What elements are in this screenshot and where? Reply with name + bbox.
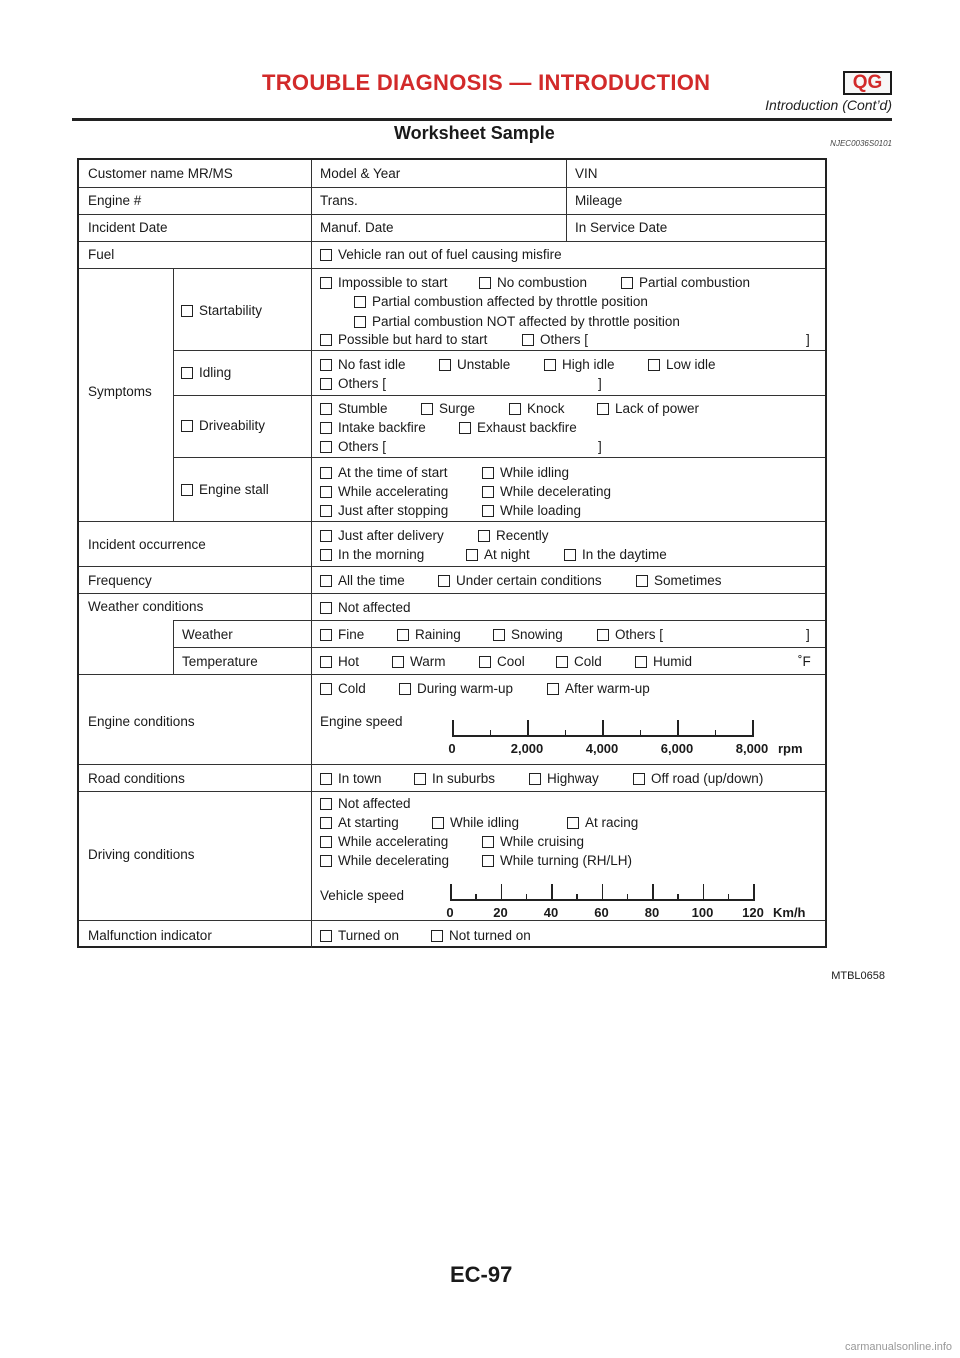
row-divider [79,674,825,675]
driving-while-decelerating-checkbox[interactable]: While decelerating [320,853,449,869]
engine-speed-major-tick [452,720,454,736]
engine-speed-label: Engine speed [320,714,403,729]
partial-combustion-throttle-checkbox[interactable]: Partial combustion affected by throttle position [354,294,648,310]
manuf-date-label: Manuf. Date [320,220,394,235]
vin-label: VIN [575,166,598,181]
engine-speed-tick-label: 2,000 [510,741,544,756]
vehicle-speed-minor-tick [677,894,679,900]
customer-name-label: Customer name MR/MS [88,166,233,181]
checkbox-icon[interactable] [556,656,568,668]
checkbox-icon[interactable] [320,773,332,785]
checkbox-icon[interactable] [320,467,332,479]
header-title: TROUBLE DIAGNOSIS — INTRODUCTION [262,70,711,95]
fuel-label: Fuel [88,247,115,262]
in-the-morning-checkbox[interactable]: In the morning [320,547,424,563]
engine-speed-minor-tick [640,730,642,736]
vehicle-speed-major-tick [652,884,654,900]
checkbox-icon[interactable] [320,602,332,614]
in-town-checkbox[interactable]: In town [320,771,382,787]
surge-checkbox[interactable]: Surge [421,401,475,417]
checkbox-icon[interactable] [320,486,332,498]
in-service-date-label: In Service Date [575,220,668,235]
checkbox-icon[interactable] [544,359,556,371]
possible-but-hard-checkbox[interactable]: Possible but hard to start [320,332,487,348]
checkbox-icon[interactable] [621,277,633,289]
at-racing-checkbox[interactable]: At racing [567,815,638,831]
row-divider [79,521,825,522]
partial-combustion-not-throttle-checkbox[interactable]: Partial combustion NOT affected by throttle position [354,314,680,330]
checkbox-icon[interactable] [431,930,443,942]
driving-conditions-label: Driving conditions [88,847,195,862]
idling-checkbox[interactable]: Idling [181,365,231,381]
knock-checkbox[interactable]: Knock [509,401,565,417]
engine-speed-tick-label: 8,000 [735,741,769,756]
row-divider [173,647,825,648]
row-divider [173,457,825,458]
checkbox-icon[interactable] [432,817,444,829]
vehicle-speed-major-tick [753,884,755,900]
engine-speed-major-tick [677,720,679,736]
checkbox-icon[interactable] [320,549,332,561]
column-divider [566,160,567,241]
checkbox-icon[interactable] [478,530,490,542]
checkbox-icon[interactable] [459,422,471,434]
checkbox-icon[interactable] [421,403,433,415]
symptoms-label: Symptoms [88,384,152,399]
all-the-time-checkbox[interactable]: All the time [320,573,405,589]
engine-number-label: Engine # [88,193,142,208]
checkbox-icon[interactable] [414,773,426,785]
checkbox-icon[interactable] [482,486,494,498]
just-after-delivery-checkbox[interactable]: Just after delivery [320,528,444,544]
just-after-stopping-checkbox[interactable]: Just after stopping [320,503,448,519]
engine-speed-scale-unit: rpm [778,741,803,756]
checkbox-icon[interactable] [479,656,491,668]
stall-while-decelerating-checkbox[interactable]: While decelerating [482,484,611,500]
while-cruising-checkbox[interactable]: While cruising [482,834,584,850]
hot-checkbox[interactable]: Hot [320,654,359,670]
checkbox-icon[interactable] [597,403,609,415]
row-divider [79,920,825,921]
page-number: EC-97 [450,1262,513,1287]
checkbox-icon[interactable] [466,549,478,561]
worksheet-ref-code: NJEC0036S0101 [830,139,892,148]
row-divider [173,395,825,396]
while-turning-checkbox[interactable]: While turning (RH/LH) [482,853,632,869]
stall-while-accelerating-checkbox[interactable]: While accelerating [320,484,448,500]
checkbox-icon[interactable] [479,277,491,289]
temperature-label: Temperature [182,654,258,669]
checkbox-icon[interactable] [320,683,332,695]
row-divider [79,268,825,269]
vehicle-speed-minor-tick [627,894,629,900]
engine-speed-major-tick [527,720,529,736]
row-divider [79,566,825,567]
temperature-cold-checkbox[interactable]: Cold [556,654,602,670]
in-suburbs-checkbox[interactable]: In suburbs [414,771,495,787]
incident-date-label: Incident Date [88,220,168,235]
engine-speed-tick-label: 0 [448,741,456,756]
road-conditions-label: Road conditions [88,771,185,786]
vehicle-speed-tick-label: 20 [493,905,508,920]
vehicle-speed-minor-tick [576,894,578,900]
mileage-label: Mileage [575,193,623,208]
stumble-checkbox[interactable]: Stumble [320,401,388,417]
highway-checkbox[interactable]: Highway [529,771,599,787]
while-loading-checkbox[interactable]: While loading [482,503,581,519]
checkbox-icon[interactable] [320,359,332,371]
checkbox-icon[interactable] [564,549,576,561]
checkbox-icon[interactable] [482,836,494,848]
checkbox-icon[interactable] [635,656,647,668]
checkbox-icon[interactable] [181,305,193,317]
sometimes-checkbox[interactable]: Sometimes [636,573,722,589]
header-subtitle: Introduction (Cont’d) [765,97,892,113]
weather-label: Weather [182,627,233,642]
row-divider [79,214,825,215]
checkbox-icon[interactable] [493,629,505,641]
engine-speed-minor-tick [565,730,567,736]
vehicle-speed-tick-label: 80 [644,905,660,920]
no-fast-idle-checkbox[interactable]: No fast idle [320,357,406,373]
idling-others-close: ] [598,376,602,391]
under-certain-conditions-checkbox[interactable]: Under certain conditions [438,573,602,589]
checkbox-icon[interactable] [392,656,404,668]
row-divider [79,187,825,188]
row-divider [79,593,825,594]
checkbox-icon[interactable] [181,484,193,496]
high-idle-checkbox[interactable]: High idle [544,357,615,373]
trans-label: Trans. [320,193,358,208]
warm-checkbox[interactable]: Warm [392,654,446,670]
checkbox-icon[interactable] [320,277,332,289]
row-divider [79,241,825,242]
section-badge: QG [843,71,892,95]
after-warm-up-checkbox[interactable]: After warm-up [547,681,650,697]
checkbox-icon[interactable] [320,855,332,867]
temperature-unit: ˚F [798,654,811,669]
vehicle-speed-minor-tick [728,894,730,900]
cool-checkbox[interactable]: Cool [479,654,525,670]
checkbox-icon[interactable] [354,316,366,328]
fuel-misfire-checkbox[interactable]: Vehicle ran out of fuel causing misfire [320,247,562,263]
checkbox-icon[interactable] [482,855,494,867]
checkbox-icon[interactable] [320,334,332,346]
driving-not-affected-checkbox[interactable]: Not affected [320,796,411,812]
driving-while-idling-checkbox[interactable]: While idling [432,815,519,831]
vehicle-speed-major-tick [602,884,604,900]
intake-backfire-checkbox[interactable]: Intake backfire [320,420,426,436]
vehicle-speed-major-tick [703,884,705,900]
impossible-to-start-checkbox[interactable]: Impossible to start [320,275,448,291]
driveability-others-checkbox[interactable]: Others [ [320,439,386,455]
weather-conditions-label: Weather conditions [88,599,204,614]
engine-cold-checkbox[interactable]: Cold [320,681,366,697]
off-road-checkbox[interactable]: Off road (up/down) [633,771,763,787]
startability-others-close: ] [806,332,810,347]
vehicle-speed-scale-unit: Km/h [773,905,806,920]
weather-others-checkbox[interactable]: Others [ [597,627,663,643]
exhaust-backfire-checkbox[interactable]: Exhaust backfire [459,420,577,436]
checkbox-icon[interactable] [320,505,332,517]
checkbox-icon[interactable] [547,683,559,695]
checkbox-icon[interactable] [529,773,541,785]
recently-checkbox[interactable]: Recently [478,528,549,544]
checkbox-icon[interactable] [320,575,332,587]
checkbox-icon[interactable] [636,575,648,587]
row-divider [173,350,825,351]
engine-speed-major-tick [752,720,754,736]
checkbox-icon[interactable] [438,575,450,587]
vehicle-speed-tick-label: 60 [594,905,609,920]
vehicle-speed-label: Vehicle speed [320,888,405,903]
checkbox-icon[interactable] [648,359,660,371]
no-combustion-checkbox[interactable]: No combustion [479,275,587,291]
vehicle-speed-minor-tick [526,894,528,900]
engine-stall-checkbox[interactable]: Engine stall [181,482,269,498]
startability-checkbox[interactable]: Startability [181,303,262,319]
not-turned-on-checkbox[interactable]: Not turned on [431,928,531,944]
checkbox-icon[interactable] [522,334,534,346]
checkbox-icon[interactable] [320,403,332,415]
malfunction-indicator-label: Malfunction indicator [88,928,212,943]
checkbox-icon[interactable] [320,629,332,641]
at-starting-checkbox[interactable]: At starting [320,815,399,831]
figure-id: MTBL0658 [831,970,885,982]
worksheet-table [77,158,827,948]
checkbox-icon[interactable] [399,683,411,695]
worksheet-title: Worksheet Sample [394,123,555,143]
vehicle-speed-minor-tick [475,894,477,900]
at-night-checkbox[interactable]: At night [466,547,530,563]
checkbox-icon[interactable] [567,817,579,829]
engine-speed-minor-tick [715,730,717,736]
checkbox-icon[interactable] [320,422,332,434]
column-divider [173,268,174,521]
incident-occurrence-label: Incident occurrence [88,537,206,552]
idling-others-checkbox[interactable]: Others [ [320,376,386,392]
turned-on-checkbox[interactable]: Turned on [320,928,399,944]
row-divider [79,764,825,765]
column-divider [173,620,174,674]
checkbox-icon[interactable] [597,629,609,641]
vehicle-speed-tick-label: 100 [691,905,714,920]
fine-checkbox[interactable]: Fine [320,627,364,643]
checkbox-icon[interactable] [320,378,332,390]
header-rule [72,118,892,121]
checkbox-icon[interactable] [633,773,645,785]
model-year-label: Model & Year [320,166,401,181]
vehicle-speed-tick-label: 0 [446,905,454,920]
in-the-daytime-checkbox[interactable]: In the daytime [564,547,667,563]
row-divider [79,791,825,792]
startability-others-checkbox[interactable]: Others [ [522,332,588,348]
weather-others-close: ] [806,627,810,642]
partial-combustion-checkbox[interactable]: Partial combustion [621,275,750,291]
during-warm-up-checkbox[interactable]: During warm-up [399,681,513,697]
vehicle-speed-major-tick [551,884,553,900]
checkbox-icon[interactable] [320,530,332,542]
engine-speed-tick-label: 6,000 [660,741,694,756]
weather-not-affected-checkbox[interactable]: Not affected [320,600,411,616]
checkbox-icon[interactable] [320,656,332,668]
snowing-checkbox[interactable]: Snowing [493,627,563,643]
raining-checkbox[interactable]: Raining [397,627,461,643]
driveability-checkbox[interactable]: Driveability [181,418,265,434]
checkbox-icon[interactable] [354,296,366,308]
humid-checkbox[interactable]: Humid [635,654,692,670]
checkbox-icon[interactable] [320,817,332,829]
low-idle-checkbox[interactable]: Low idle [648,357,716,373]
vehicle-speed-tick-label: 120 [742,905,764,920]
watermark: carmanualsonline.info [844,1341,952,1353]
checkbox-icon[interactable] [482,467,494,479]
checkbox-icon[interactable] [320,441,332,453]
checkbox-icon[interactable] [181,420,193,432]
engine-conditions-label: Engine conditions [88,714,195,729]
vehicle-speed-tick-label: 40 [543,905,559,920]
engine-speed-tick-label: 4,000 [585,741,619,756]
checkbox-icon[interactable] [320,798,332,810]
vehicle-speed-major-tick [450,884,452,900]
checkbox-icon[interactable] [320,836,332,848]
column-divider [311,160,312,948]
checkbox-icon[interactable] [320,930,332,942]
checkbox-icon[interactable] [181,367,193,379]
unstable-checkbox[interactable]: Unstable [439,357,510,373]
row-divider [173,620,825,621]
checkbox-icon[interactable] [397,629,409,641]
checkbox-icon[interactable] [509,403,521,415]
at-time-of-start-checkbox[interactable]: At the time of start [320,465,448,481]
lack-of-power-checkbox[interactable]: Lack of power [597,401,699,417]
vehicle-speed-major-tick [501,884,503,900]
engine-speed-minor-tick [490,730,492,736]
engine-speed-major-tick [602,720,604,736]
checkbox-icon[interactable] [482,505,494,517]
checkbox-icon[interactable] [439,359,451,371]
driveability-others-close: ] [598,439,602,454]
driving-while-accelerating-checkbox[interactable]: While accelerating [320,834,448,850]
stall-while-idling-checkbox[interactable]: While idling [482,465,569,481]
checkbox-icon[interactable] [320,249,332,261]
frequency-label: Frequency [88,573,152,588]
